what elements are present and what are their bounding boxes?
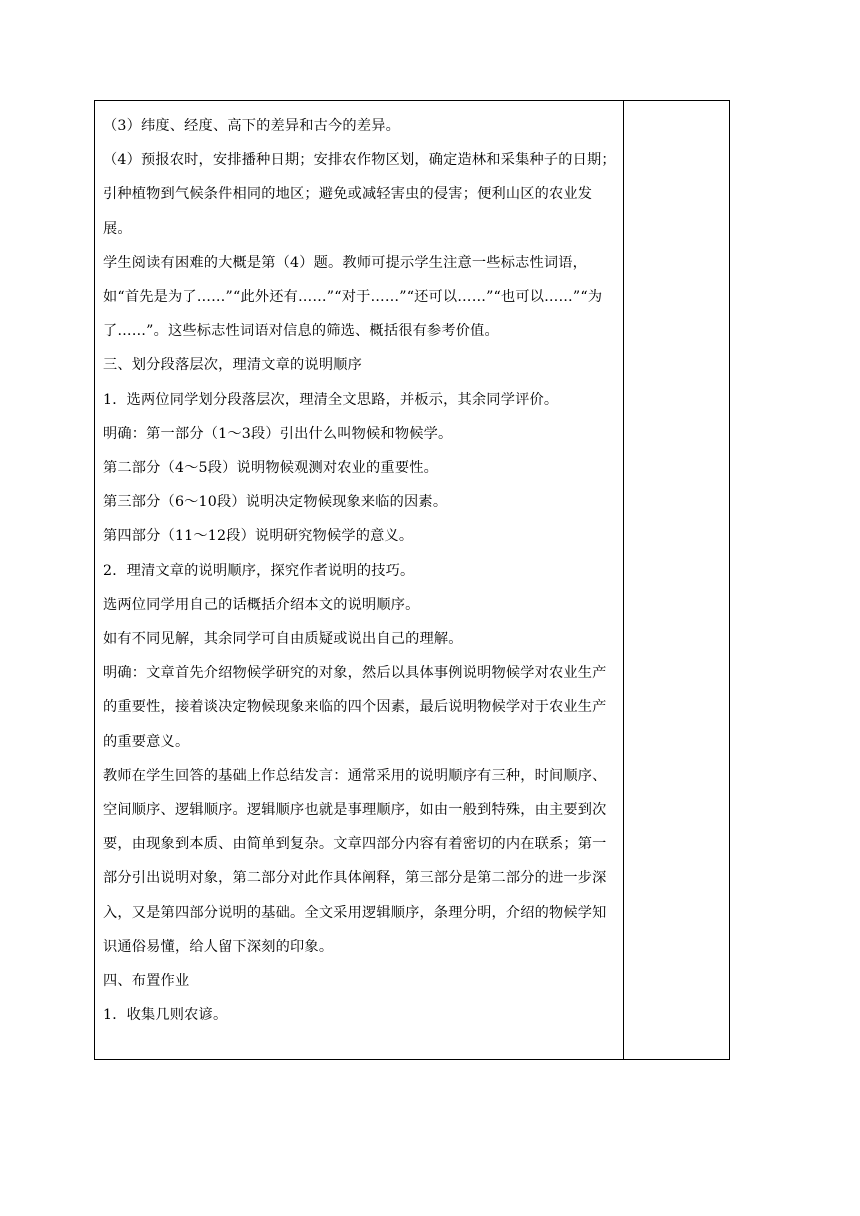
- paragraph-8: 第三部分（6～10段）说明决定物候现象来临的因素。: [103, 494, 448, 511]
- side-notes-cell: [624, 101, 730, 1060]
- paragraph-14: 教师在学生回答的基础上作总结发言：通常采用的说明顺序有三种，时间顺序、空间顺序、逻辑顺序。逻辑顺序也就是事理顺序，如由一般到特殊，由主要到次要，由现象到本质、由简单到复杂。文章四部分内容有着密切的内在联系；第一部分引出说明对象，第二部分对此作具体阐释，第三部分是第二部分的进一步深入，又是第四部分说明的基础。全文采用逻辑顺序，条理分明，介绍的物候学知识通俗易懂，给人留下深刻的印象。: [103, 767, 607, 955]
- paragraph-6: 明确：第一部分（1～3段）引出什么叫物候和物候学。: [103, 425, 453, 442]
- paragraph-5: 1．选两位同学划分段落层次，理清全文思路，并板示，其余同学评价。: [103, 391, 559, 408]
- lesson-text: [95, 101, 623, 1032]
- table-row: [95, 101, 730, 1060]
- paragraph-9: 第四部分（11～12段）说明研究物候学的意义。: [103, 528, 414, 545]
- paragraph-3: 学生阅读有困难的大概是第（4）题。教师可提示学生注意一些标志性词语，如“首先是为了……”“此外还有……”“对于……”“还可以……”“也可以……”“为了……”。这些标志性词语对信息的筛选、概括很有参考价值。: [103, 254, 603, 340]
- paragraph-11: 选两位同学用自己的话概括介绍本文的说明顺序。: [103, 596, 420, 613]
- paragraph-16: 1．收集几则农谚。: [103, 1007, 228, 1024]
- section-heading-4: 四、布置作业: [103, 973, 190, 990]
- section-heading-3: 三、划分段落层次，理清文章的说明顺序: [103, 357, 362, 374]
- paragraph-12: 如有不同见解，其余同学可自由质疑或说出自己的理解。: [103, 631, 463, 648]
- paragraph-13: 明确：文章首先介绍物候学研究的对象，然后以具体事例说明物候学对农业生产的重要性，接着谈决定物候现象来临的四个因素，最后说明物候学对于农业生产的重要意义。: [103, 665, 607, 750]
- paragraph-10: 2．理清文章的说明顺序，探究作者说明的技巧。: [103, 562, 415, 579]
- lesson-plan-table: [94, 100, 730, 1060]
- main-content-cell: [95, 101, 624, 1060]
- paragraph-2: （4）预报农时，安排播种日期；安排农作物区划，确定造林和采集种子的日期；引种植物到气候条件相同的地区；避免或减轻害虫的侵害；便利山区的农业发展。: [103, 152, 616, 237]
- paragraph-7: 第二部分（4～5段）说明物候观测对农业的重要性。: [103, 460, 438, 477]
- paragraph-1: （3）纬度、经度、高下的差异和古今的差异。: [103, 118, 400, 134]
